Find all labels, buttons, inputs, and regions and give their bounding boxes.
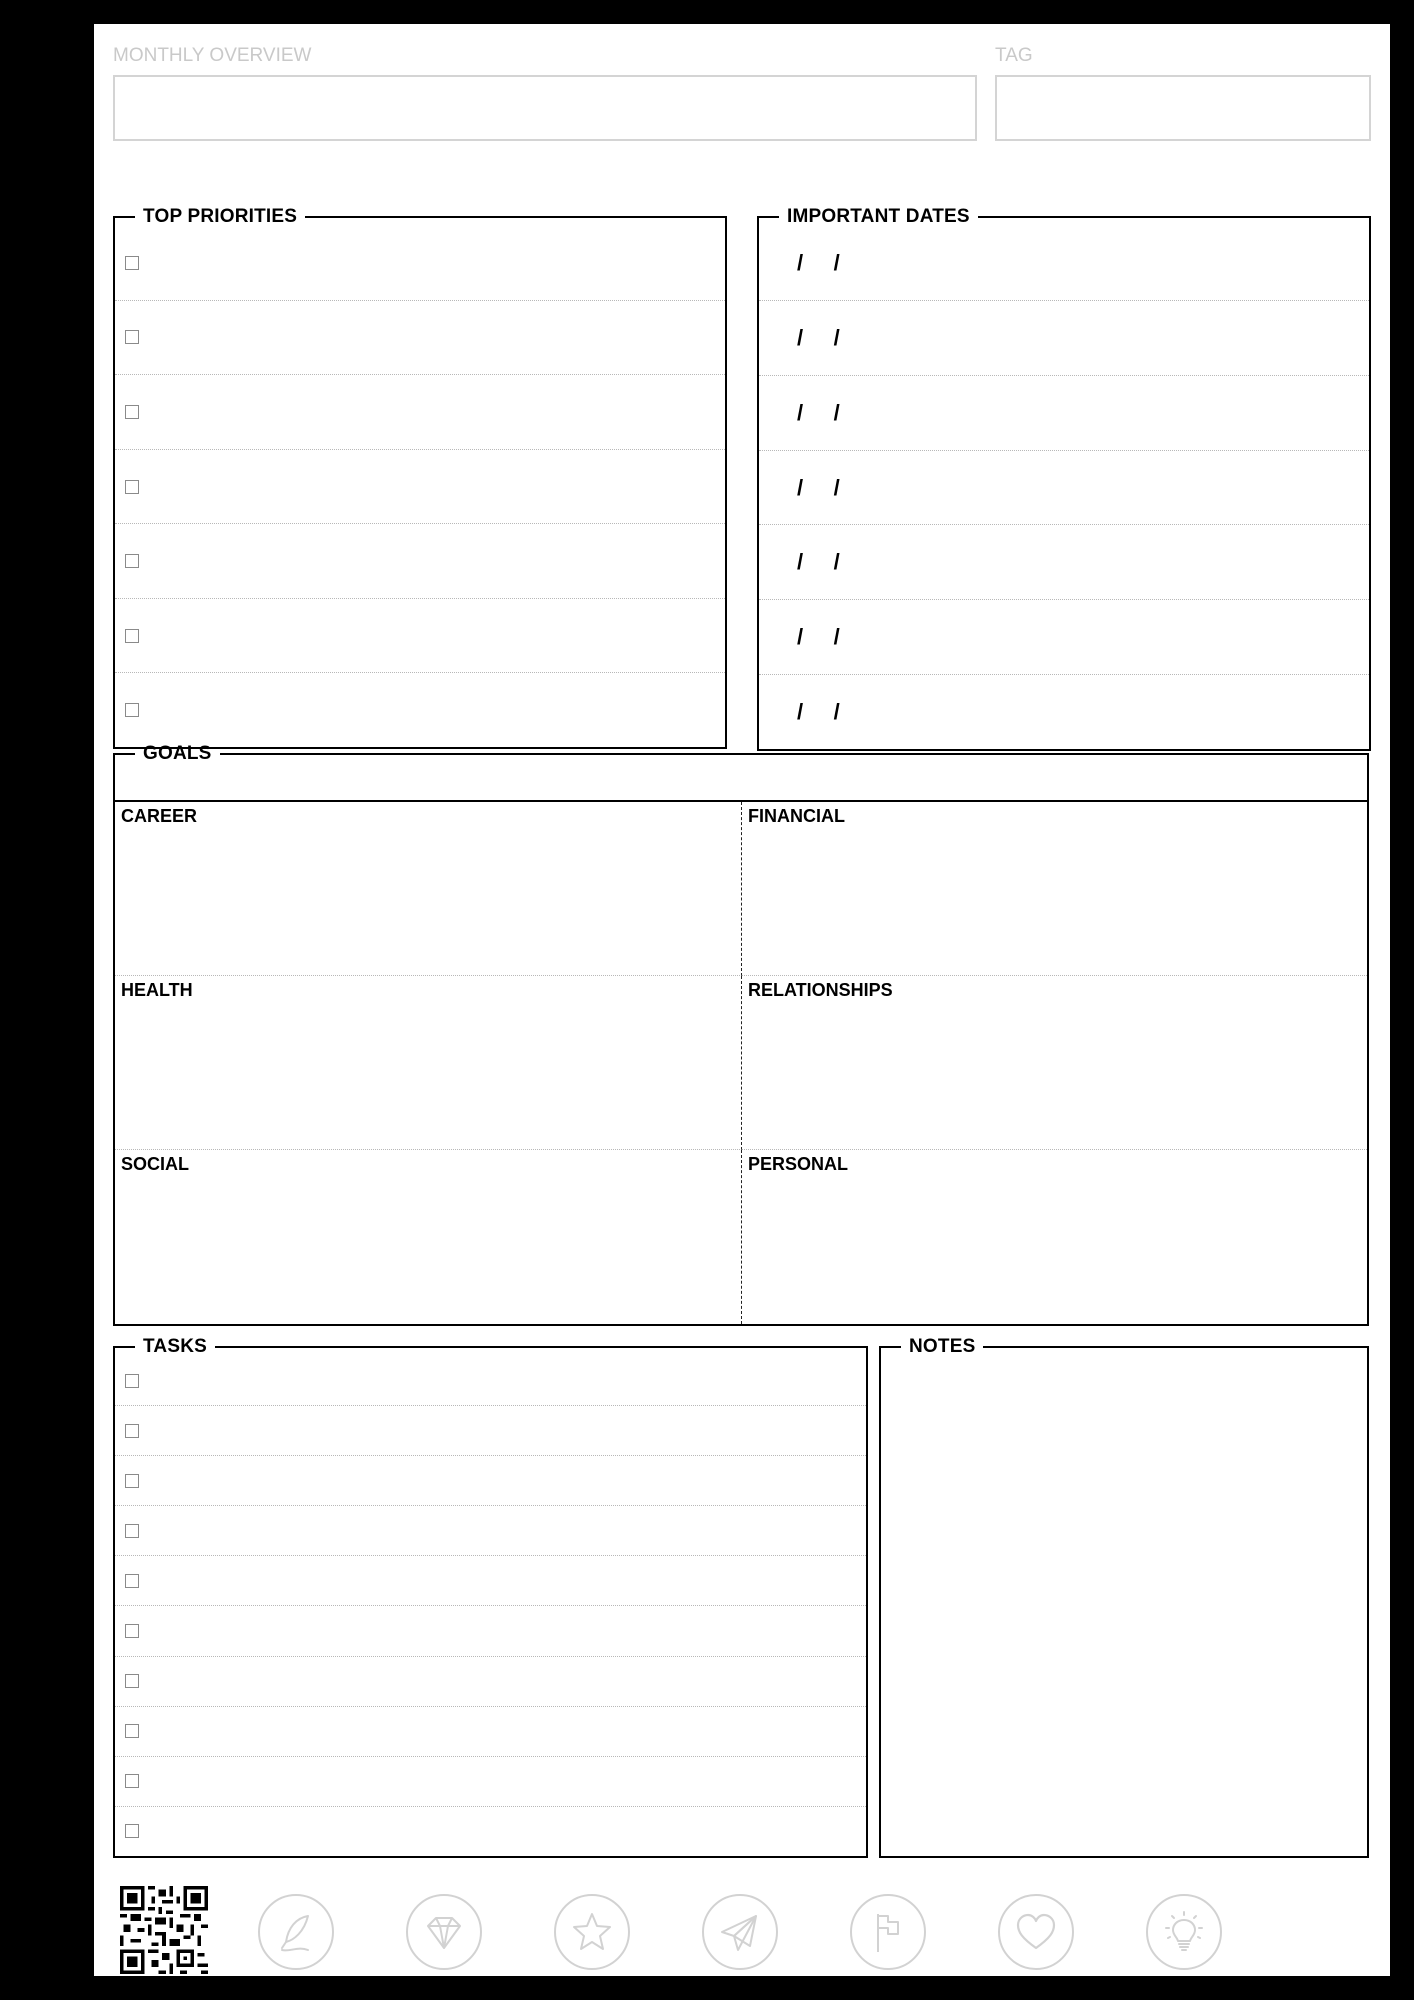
task-row[interactable]	[115, 1707, 866, 1757]
paper-plane-icon	[702, 1894, 778, 1970]
date-row[interactable]	[759, 600, 1369, 675]
checkbox[interactable]	[125, 1724, 139, 1738]
star-icon	[554, 1894, 630, 1970]
tag-input[interactable]	[995, 75, 1371, 141]
priority-row[interactable]	[115, 375, 725, 450]
checkbox[interactable]	[125, 256, 139, 270]
task-row[interactable]	[115, 1606, 866, 1656]
date-slashes: / /	[797, 699, 840, 725]
date-slashes: / /	[797, 474, 840, 500]
flag-icon	[850, 1894, 926, 1970]
notes-section[interactable]	[879, 1338, 1369, 1858]
checkbox[interactable]	[125, 1474, 139, 1488]
important-dates-title: IMPORTANT DATES	[787, 206, 970, 227]
date-row[interactable]	[759, 301, 1369, 376]
checkbox[interactable]	[125, 330, 139, 344]
footer-icon-bar	[94, 1862, 1390, 1962]
date-slashes: / /	[797, 399, 840, 425]
checkbox[interactable]	[125, 405, 139, 419]
notes-title: NOTES	[909, 1336, 976, 1357]
checkbox[interactable]	[125, 703, 139, 717]
goal-label: RELATIONSHIPS	[748, 980, 893, 1000]
date-row[interactable]	[759, 226, 1369, 301]
top-priorities-title: TOP PRIORITIES	[143, 206, 298, 227]
tag-label: TAG	[995, 45, 1033, 66]
task-row[interactable]	[115, 1807, 866, 1856]
date-slashes: / /	[797, 549, 840, 575]
goals-section	[113, 745, 1369, 1326]
date-slashes: / /	[797, 324, 840, 350]
date-row[interactable]	[759, 675, 1369, 749]
task-row[interactable]	[115, 1356, 866, 1406]
date-row[interactable]	[759, 376, 1369, 451]
tasks-title: TASKS	[143, 1336, 207, 1357]
checkbox[interactable]	[125, 629, 139, 643]
task-row[interactable]	[115, 1406, 866, 1456]
task-row[interactable]	[115, 1506, 866, 1556]
goal-label: HEALTH	[121, 980, 193, 1000]
goal-label: FINANCIAL	[748, 806, 845, 826]
goal-cell-relationships[interactable]	[742, 976, 1367, 1150]
checkbox[interactable]	[125, 1674, 139, 1688]
priority-row[interactable]	[115, 599, 725, 674]
task-row[interactable]	[115, 1657, 866, 1707]
qr-code-icon	[120, 1886, 208, 1974]
task-row[interactable]	[115, 1456, 866, 1506]
priority-row[interactable]	[115, 226, 725, 301]
feather-pen-icon	[258, 1894, 334, 1970]
checkbox[interactable]	[125, 480, 139, 494]
important-dates-section	[757, 208, 1371, 751]
goal-label: PERSONAL	[748, 1154, 849, 1174]
priority-row[interactable]	[115, 524, 725, 599]
tasks-section	[113, 1338, 868, 1858]
goal-cell-social[interactable]	[115, 1150, 742, 1324]
checkbox[interactable]	[125, 1574, 139, 1588]
heart-icon	[998, 1894, 1074, 1970]
monthly-overview-input[interactable]	[113, 75, 977, 141]
monthly-overview-label: MONTHLY OVERVIEW	[113, 45, 312, 66]
date-slashes: / /	[797, 624, 840, 650]
task-row[interactable]	[115, 1556, 866, 1606]
priority-row[interactable]	[115, 301, 725, 376]
checkbox[interactable]	[125, 1824, 139, 1838]
checkbox[interactable]	[125, 1624, 139, 1638]
checkbox[interactable]	[125, 1424, 139, 1438]
task-row[interactable]	[115, 1757, 866, 1807]
goals-title: GOALS	[143, 743, 212, 764]
planner-page	[94, 24, 1390, 1976]
diamond-icon	[406, 1894, 482, 1970]
top-priorities-section	[113, 208, 727, 749]
goal-label: SOCIAL	[121, 1154, 190, 1174]
goals-grid	[115, 800, 1367, 1324]
goal-label: CAREER	[121, 806, 198, 826]
goal-cell-personal[interactable]	[742, 1150, 1367, 1324]
priority-row[interactable]	[115, 673, 725, 747]
date-row[interactable]	[759, 451, 1369, 526]
goal-cell-career[interactable]	[115, 802, 742, 976]
tasks-list	[115, 1356, 866, 1856]
lightbulb-icon	[1146, 1894, 1222, 1970]
goal-cell-health[interactable]	[115, 976, 742, 1150]
priority-row[interactable]	[115, 450, 725, 525]
date-slashes: / /	[797, 249, 840, 275]
checkbox[interactable]	[125, 1524, 139, 1538]
checkbox[interactable]	[125, 554, 139, 568]
important-dates-list	[759, 226, 1369, 749]
checkbox[interactable]	[125, 1374, 139, 1388]
goal-cell-financial[interactable]	[742, 802, 1367, 976]
top-priorities-list	[115, 226, 725, 747]
checkbox[interactable]	[125, 1774, 139, 1788]
date-row[interactable]	[759, 525, 1369, 600]
